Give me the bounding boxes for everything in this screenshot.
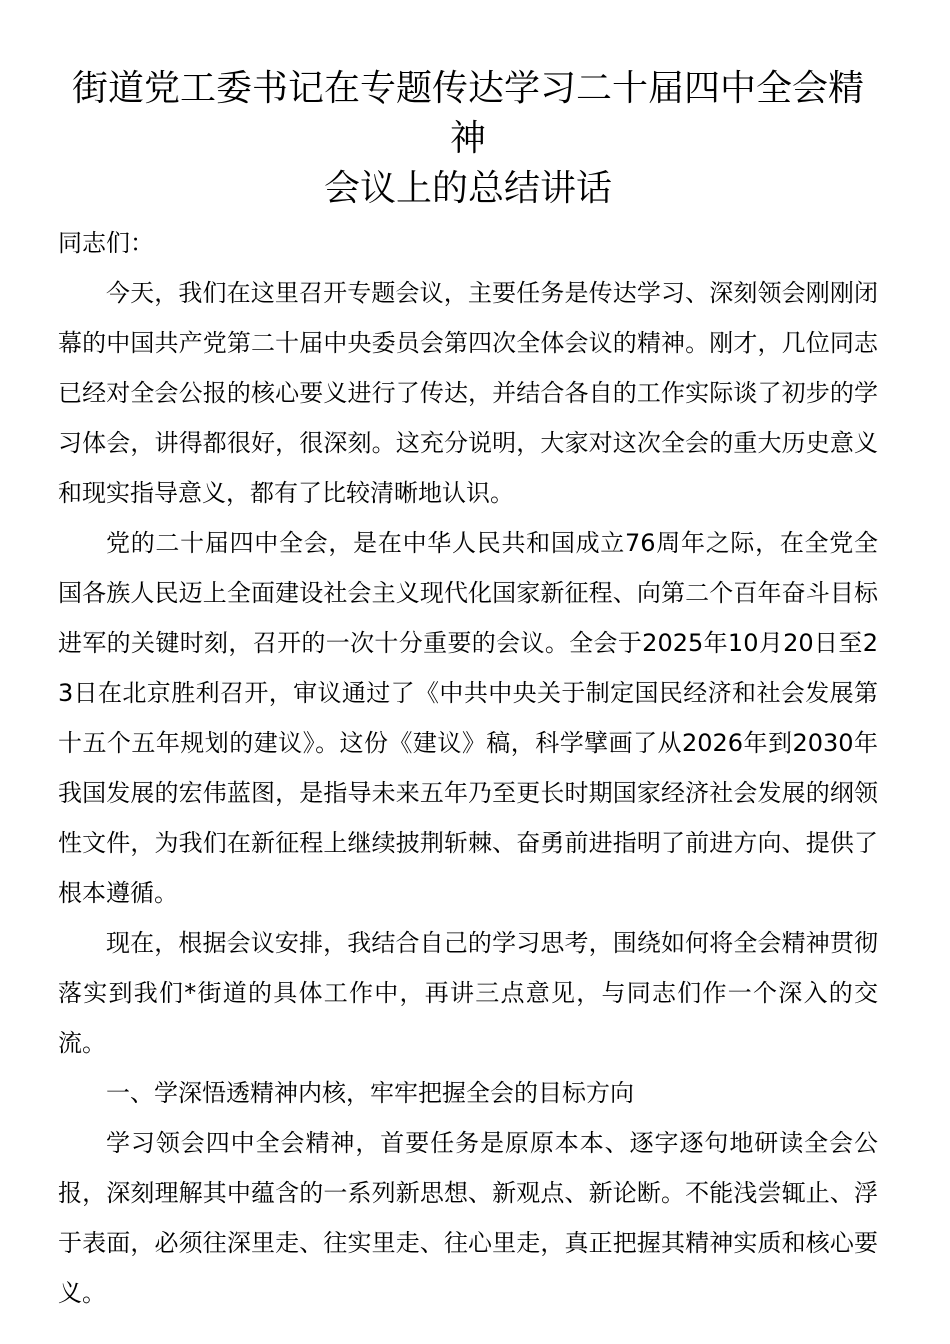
section-heading-1: 一、学深悟透精神内核，牢牢把握全会的目标方向 (106, 1079, 634, 1107)
salutation: 同志们： (58, 229, 154, 257)
paragraph-agenda: 现在，根据会议安排，我结合自己的学习思考，围绕如何将全会精神贯彻落实到我们*街道的具体工作中，再讲三点意见，与同志们作一个深入的交流。 (58, 929, 878, 1057)
document-page (58, 64, 878, 1318)
title-line-2: 会议上的总结讲话 (323, 168, 612, 209)
section-1-paragraph: 学习领会四中全会精神，首要任务是原原本本、逐字逐句地研读全会公报，深刻理解其中蕴含的一系列新思想、新观点、新论断。不能浅尝辄止、浮于表面，必须往深里走、往实里走、往心里走，真正把握其精神实质和核心要义。 (58, 1129, 878, 1307)
document-title (58, 64, 878, 214)
paragraph-plenum-background: 党的二十届四中全会，是在中华人民共和国成立76周年之际，在全党全国各族人民迈上全面建设社会主义现代化国家新征程、向第二个百年奋斗目标进军的关键时刻，召开的一次十分重要的会议。全会于2025年10月20日至23日在北京胜利召开，审议通过了《中共中央关于制定国民经济和社会发展第十五个五年规划的建议》。这份《建议》稿，科学擘画了从2026年到2030年我国发展的宏伟蓝图，是指导未来五年乃至更长时期国家经济社会发展的纲领性文件，为我们在新征程上继续披荆斩棘、奋勇前进指明了前进方向、提供了根本遵循。 (58, 529, 878, 907)
paragraph-intro: 今天，我们在这里召开专题会议，主要任务是传达学习、深刻领会刚刚闭幕的中国共产党第二十届中央委员会第四次全体会议的精神。刚才，几位同志已经对全会公报的核心要义进行了传达，并结合各自的工作实际谈了初步的学习体会，讲得都很好，很深刻。这充分说明，大家对这次全会的重大历史意义和现实指导意义，都有了比较清晰地认识。 (58, 279, 878, 507)
title-line-1: 街道党工委书记在专题传达学习二十届四中全会精神 (71, 68, 864, 159)
